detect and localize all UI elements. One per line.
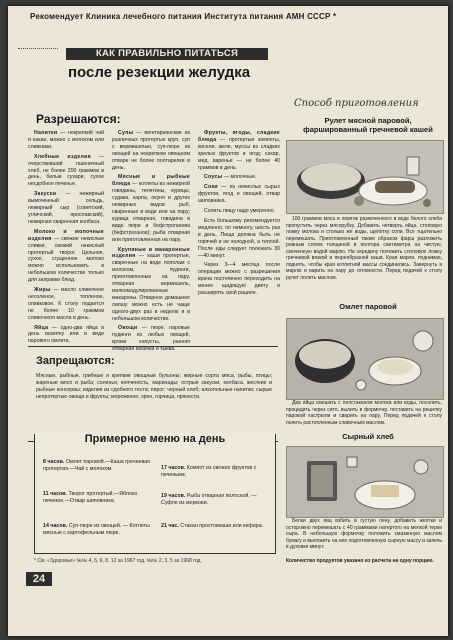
- allowed-item-lead: Молоко и молочные изделия: [28, 228, 104, 242]
- allowed-item: [28, 130, 104, 151]
- allowed-item-text: — из некислых сырых фруктов, ягод и овощей, отвар шиповника.: [198, 184, 280, 205]
- recipe-1-photo: [286, 140, 444, 214]
- allowed-item: [198, 208, 280, 215]
- menu-item: [161, 523, 269, 530]
- recipe-1-title: Рулет мясной паровой, фаршированный гречневой кашей: [303, 116, 433, 134]
- menu-item: [161, 493, 269, 506]
- menu-text: Рыба отварная полоской. — Суфле из моркови.: [161, 493, 257, 506]
- recipe-1-body: 100 граммов мяса и ломтик размоченного в воде белого хлеба пропустить через мясорубку. Добавить четверть яйца, столовую ложку молока и столько же воды, щепотку соли. Все тщательно перемешать. Приготовленный таким образом фарш разложить ровным слоем толщиной в полтора сантиметра на чистую, смоченную водой марлю. На середину положить столовую ложку гречневой вязкой и пюреобразной каши. Края марли, поднимая, поднять, чтобы края котлетной массы соединились. Завернуть в марлю и варить на пару до готовности. Перед подачей к столу рулет полить маслом.: [286, 216, 442, 281]
- allowed-item-lead: Овощи: [118, 325, 138, 332]
- menu-text: Стакан простокваши или кефира.: [180, 523, 264, 529]
- allowed-item-text: — молочные.: [223, 174, 257, 181]
- allowed-item-lead: Закуски: [34, 191, 57, 198]
- allowed-item-text: — очерствевший пшеничный хлеб, не более 200 граммов в день, белые сухари, сухое несдобное печенье.: [28, 153, 104, 188]
- forbidden-heading: Запрещаются:: [36, 355, 115, 367]
- menu-item: [43, 459, 151, 472]
- steam-omelet-dish-icon: [287, 319, 443, 399]
- allowed-item: [28, 287, 104, 322]
- allowed-item: [198, 262, 280, 297]
- recipes-script-heading: Способ приготовления: [294, 98, 419, 109]
- allowed-item-text: Есть большому рекомендуется медленно, по немногу, шесть раз в день. Пища должна быть не горячей и не холодной, а теплой. После еды следует полежать 30—40 минут.: [198, 217, 280, 259]
- menu-item: [43, 491, 151, 504]
- allowed-column-3: [198, 130, 280, 300]
- allowed-item-lead: Супы: [118, 130, 134, 136]
- footnote: * См. «Здоровье» №№ 4, 5, 6, 8, 12 за 1967 год, №№ 2, 3, 5 за 1968 год.: [34, 558, 202, 564]
- recipe-3-title: Сырный хлеб: [342, 432, 394, 441]
- allowed-item-text: — масло сливочное несоленое, топленое, оливковое. К столу подается не более 10 граммов сливочного масла в день.: [28, 287, 104, 321]
- allowed-item: [28, 325, 104, 346]
- allowed-item-lead: Соки: [204, 184, 218, 191]
- menu-text: Омлет паровой.—Каша гречневая протертая.—Чай с молоком.: [43, 459, 151, 472]
- allowed-item-text: — нежирный вымоченный сельдь, нежирный сыр (советский, угличский, ярославский), нежирная сваренная колбаса.: [28, 191, 104, 225]
- allowed-item: [198, 218, 280, 259]
- allowed-item: [112, 130, 190, 171]
- menu-time: 19 часов.: [161, 493, 186, 499]
- meat-roll-dish-icon: [287, 141, 443, 213]
- allowed-item-lead: Соусы: [204, 174, 223, 181]
- menu-time: 11 часов.: [43, 491, 68, 497]
- menu-text: Суп-пюре из овощей. — Котлеты мясные с картофельным пюре.: [43, 523, 150, 536]
- allowed-item-text: — протертые компоты, кисели, желе, муссы из сладких зрелых фруктов и ягод; сахар, мед, варенье — не более 40 граммов в день.: [198, 136, 280, 171]
- forbidden-text: Мясные, рыбные, грибные и крепкие овощные бульоны; жирные сорта мяса, рыбы, птицы; жареные мясо и рыба; соленья, копченость, маринады; острые закуски, колбаса, жесткие и рыбные консервы; изделия из сдобного теста; пирог; черный хлеб; алкогольные напитки; сырые непротертые овощи и фрукты; мороженое; хрен, горчица, прянести.: [36, 373, 272, 400]
- menu-text: Компот из свежих фруктов с печеньем.: [161, 465, 257, 478]
- allowed-item-text: — каши протертые, сваренные на воде пополам с молоком, пудинги, приготовленные на пару, отварная вермишель, мелкомодулированные макароны. Отварное домашнее лапшу можно есть не чаще одного-двух раз в неделю и в небольшом количестве.: [112, 253, 190, 322]
- allowed-item-text: — одно-два яйца в день всмятку или в виде парового омлета.: [28, 324, 104, 345]
- allowed-item-text: — пюре, паровые пудинги из любых овощей, кроме капусты, ранняя отварная кабачки и тыква.: [112, 325, 190, 353]
- allowed-item-text: — котлеты из нежирной говядины, телятины, курицы, судака, карпа, окуня и других нежирных видов рыб, сваренные в воде или на пару; курица отварная, говядина в виде пюре и бефстроганова (бефстроганов); рыба отварная или приготовленная на пару.: [112, 181, 190, 243]
- decorative-rule: [18, 48, 58, 67]
- allowed-item-lead: Крупяные и макаронные изделия: [112, 246, 190, 260]
- allowed-item: [198, 184, 280, 205]
- recipe-3-text: [286, 518, 442, 551]
- allowed-column-2: [112, 130, 190, 356]
- menu-time: 14 часов.: [43, 523, 68, 529]
- menu-item: [43, 523, 151, 536]
- allowed-item-lead: Жиры: [34, 287, 51, 294]
- header-top-line: Рекомендует Клиника лечебного питания Института питания АМН СССР *: [30, 12, 337, 21]
- allowed-item: [28, 191, 104, 226]
- allowed-item-text: — вегетарианские из различных протертых круп, суп с вермишелью, суп-пюре из овощей на некрепком овощном отваре не более полтарелки в день.: [112, 130, 190, 171]
- allowed-item-lead: Напитки: [34, 130, 58, 136]
- menu-box: [34, 434, 276, 554]
- allowed-item: [198, 130, 280, 171]
- yield-note: Количество продуктов указано из расчета на одну порцию.: [286, 558, 434, 564]
- allowed-item-text: — свежие некислые сливки, свежий некислый протертый творог. Цельное, сухое, сгущенное молоко можно использовать в небольшом количестве только для заправки блюд.: [28, 235, 104, 284]
- menu-item: [161, 465, 269, 478]
- allowed-item-lead: Фрукты, ягоды, сладкие блюда: [198, 130, 280, 143]
- recipe-1-text: [286, 216, 442, 281]
- allowed-item: [112, 174, 190, 243]
- recipe-2-photo: [286, 318, 444, 400]
- recipe-3-body: Белки двух яиц взбить в густую пену, добавить желтки и осторожно перемешать с 40 граммами натертого на мелкой терке сыра. В небольшую формочку положить смазанную маслом бумагу и выложить на нее подготовленную сырную массу и запечь в духовке минут.: [286, 518, 442, 550]
- allowed-item-lead: Яйца: [34, 324, 49, 331]
- allowed-item: [198, 174, 280, 181]
- allowed-item-text: Солить пищу надо умеренно.: [204, 208, 275, 215]
- menu-text: Творог протертый.—Яблоко печеное.—Отвар шиповника.: [43, 491, 138, 504]
- allowed-item-lead: Хлебные изделия: [34, 153, 91, 160]
- menu-time: 17 часов.: [161, 465, 186, 471]
- allowed-item-lead: Мясные и рыбные блюда: [112, 174, 190, 188]
- allowed-item: [112, 247, 190, 323]
- allowed-column-1: [28, 130, 104, 348]
- cheese-bread-dish-icon: [287, 447, 443, 517]
- allowed-item-text: Через 3—4 месяца после операции можно с разрешения врача постепенно переходить на менее щадящую диету и расширять свой рацион.: [198, 262, 280, 297]
- article-title: после резекции желудка: [68, 64, 251, 81]
- magazine-page: [8, 6, 448, 636]
- rubric-banner: КАК ПРАВИЛЬНО ПИТАТЬСЯ: [66, 48, 268, 60]
- allowed-item: [28, 229, 104, 284]
- page-number: 24: [26, 572, 52, 586]
- recipe-2-text: [286, 400, 442, 426]
- menu-heading: Примерное меню на день: [35, 433, 275, 445]
- menu-time: 8 часов.: [43, 459, 65, 465]
- allowed-heading: Разрешаются:: [36, 112, 121, 126]
- recipe-3-photo: [286, 446, 444, 518]
- menu-time: 21 час.: [161, 523, 179, 529]
- recipe-2-body: Два яйца смешать с полстаканом молока или воды, посолить, процедить через сито, вылить в формочку, поставить на решетку паровой кастрюли и сварить на пару. Перед подачей к столу полить растопленным сливочным маслом.: [286, 400, 442, 426]
- recipe-2-title: Омлет паровой: [339, 302, 397, 311]
- allowed-item-text: — некрепкий чай и какао, можно с молоком или сливками.: [28, 130, 104, 150]
- forbidden-section: [28, 346, 278, 442]
- allowed-item: [28, 154, 104, 189]
